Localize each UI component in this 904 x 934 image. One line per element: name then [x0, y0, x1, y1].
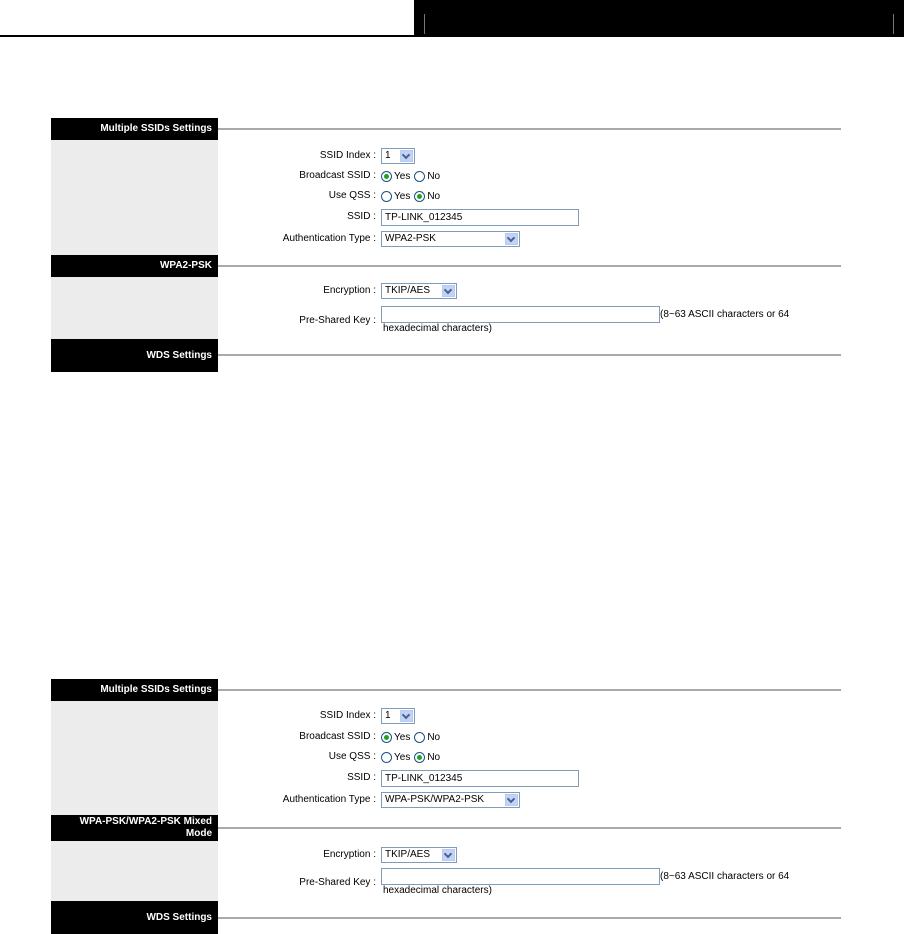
- use-qss-no-label: No: [427, 190, 441, 202]
- ssid-index-row: [51, 147, 841, 165]
- page-header-rule: [0, 35, 414, 37]
- use-qss-no-label: No: [427, 751, 441, 763]
- broadcast-ssid-no-label: No: [427, 731, 441, 743]
- psk-input[interactable]: [381, 306, 660, 323]
- encryption-label: Encryption :: [323, 285, 376, 296]
- section-rule: [218, 128, 841, 130]
- section-rule: [218, 917, 841, 919]
- settings-panel-wpa2: [51, 118, 841, 372]
- ssid-label: SSID :: [347, 772, 376, 783]
- ssid-label: SSID :: [347, 211, 376, 222]
- section-title: WPA-PSK/WPA2-PSK Mixed: [79, 816, 212, 827]
- auth-type-value: WPA-PSK/WPA2-PSK: [385, 794, 485, 805]
- use-qss-row: [51, 187, 841, 205]
- broadcast-ssid-label: Broadcast SSID :: [299, 170, 376, 181]
- section-title: Multiple SSIDs Settings: [51, 118, 218, 140]
- broadcast-ssid-yes-label: Yes: [394, 731, 411, 743]
- use-qss-yes-radio[interactable]: [381, 752, 392, 763]
- encryption-value: TKIP/AES: [385, 285, 431, 296]
- psk-label: Pre-Shared Key :: [299, 877, 376, 888]
- broadcast-ssid-yes-radio[interactable]: [381, 171, 392, 182]
- auth-type-row: [51, 230, 841, 248]
- broadcast-ssid-yes-label: Yes: [394, 170, 411, 182]
- use-qss-yes-label: Yes: [394, 751, 411, 763]
- encryption-select[interactable]: [381, 847, 457, 863]
- use-qss-label: Use QSS :: [328, 751, 376, 762]
- auth-type-label: Authentication Type :: [282, 233, 376, 244]
- section-header-wds: [51, 901, 841, 934]
- use-qss-label: Use QSS :: [328, 190, 376, 201]
- section-rule: [218, 354, 841, 356]
- auth-type-select[interactable]: [381, 792, 520, 808]
- use-qss-row: [51, 748, 841, 766]
- psk-row: [51, 305, 841, 334]
- encryption-label: Encryption :: [323, 849, 376, 860]
- section-header-wpa2-psk: [51, 255, 841, 277]
- chevron-down-icon: [400, 710, 413, 722]
- section-rule: [218, 827, 841, 829]
- ssid-index-row: [51, 707, 841, 725]
- section-rule: [218, 265, 841, 267]
- use-qss-yes-label: Yes: [394, 190, 411, 202]
- auth-type-value: WPA2-PSK: [385, 233, 436, 244]
- chevron-down-icon: [442, 849, 455, 861]
- broadcast-ssid-no-label: No: [427, 170, 441, 182]
- ssid-input[interactable]: TP-LINK_012345: [381, 770, 579, 787]
- section-title: WDS Settings: [51, 901, 218, 934]
- ssid-index-value: 1: [385, 710, 391, 721]
- auth-type-label: Authentication Type :: [282, 794, 376, 805]
- encryption-row: [51, 282, 841, 300]
- psk-row: [51, 867, 841, 896]
- page-header-divider: [893, 14, 894, 34]
- section-title-continued: Mode: [185, 828, 212, 839]
- broadcast-ssid-yes-radio[interactable]: [381, 732, 392, 743]
- encryption-select[interactable]: [381, 283, 457, 299]
- psk-hint: (8~63 ASCII characters or 64: [660, 870, 790, 882]
- ssid-row: [51, 208, 841, 226]
- use-qss-yes-radio[interactable]: [381, 191, 392, 202]
- ssid-index-select[interactable]: [381, 708, 415, 724]
- psk-input[interactable]: [381, 868, 660, 885]
- section-title: WPA2-PSK: [51, 255, 218, 277]
- broadcast-ssid-no-radio[interactable]: [414, 171, 425, 182]
- section-header-wpa-mixed: [51, 815, 841, 841]
- broadcast-ssid-label: Broadcast SSID :: [299, 731, 376, 742]
- settings-panel-mixed: [51, 679, 841, 934]
- chevron-down-icon: [442, 285, 455, 297]
- ssid-index-label: SSID Index :: [319, 710, 376, 721]
- auth-type-select[interactable]: [381, 231, 520, 247]
- encryption-row: [51, 846, 841, 864]
- section-title: Multiple SSIDs Settings: [51, 679, 218, 701]
- section-header-multiple-ssids: [51, 118, 841, 140]
- broadcast-ssid-row: [51, 728, 841, 746]
- use-qss-no-radio[interactable]: [414, 191, 425, 202]
- section-rule: [218, 689, 841, 691]
- section-header-wds: [51, 339, 841, 372]
- psk-hint: (8~63 ASCII characters or 64: [660, 308, 790, 320]
- psk-label: Pre-Shared Key :: [299, 315, 376, 326]
- chevron-down-icon: [505, 794, 518, 806]
- ssid-index-value: 1: [385, 150, 391, 161]
- ssid-index-select[interactable]: [381, 148, 415, 164]
- encryption-value: TKIP/AES: [385, 849, 431, 860]
- chevron-down-icon: [505, 233, 518, 245]
- section-title: WDS Settings: [51, 339, 218, 372]
- ssid-input[interactable]: TP-LINK_012345: [381, 209, 579, 226]
- broadcast-ssid-row: [51, 167, 841, 185]
- psk-hint-continued: hexadecimal characters): [383, 885, 492, 896]
- section-title-block: [51, 815, 218, 841]
- auth-type-row: [51, 791, 841, 809]
- psk-hint-continued: hexadecimal characters): [383, 323, 492, 334]
- broadcast-ssid-no-radio[interactable]: [414, 732, 425, 743]
- ssid-index-label: SSID Index :: [319, 150, 376, 161]
- page-header-bar: [414, 0, 904, 37]
- page-header-divider: [424, 14, 425, 34]
- ssid-row: [51, 769, 841, 787]
- use-qss-no-radio[interactable]: [414, 752, 425, 763]
- section-header-multiple-ssids: [51, 679, 841, 701]
- chevron-down-icon: [400, 150, 413, 162]
